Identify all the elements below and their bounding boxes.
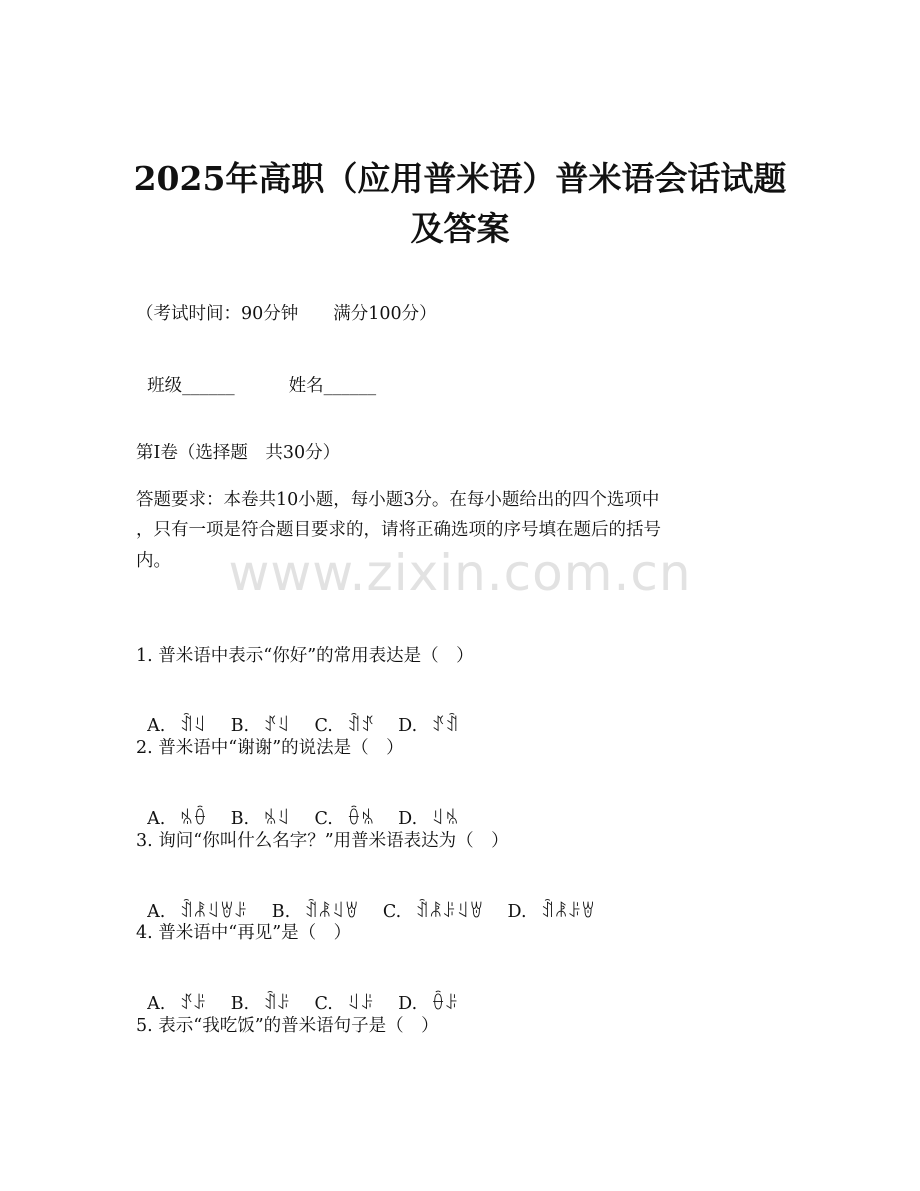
option-text: ꀉꂿꌠꇐ [540,902,596,922]
option-text: ꀋꌠ [179,994,207,1014]
question-options [136,876,619,924]
option-letter: B. [230,809,250,829]
option-letter: A. [147,902,166,922]
instructions-line-1: 答题要求：本卷共10小题，每小题3分。在每小题给出的四个选项中 [136,490,660,510]
option-letter: A. [147,716,166,736]
option-letter: C. [314,809,333,829]
student-info-row [136,350,376,398]
option-letter: C. [314,716,333,736]
option-text: ꁱꆹ [263,809,291,829]
option-text: ꀉꀋ [346,716,375,736]
option-letter: A. [147,994,166,1014]
option-text: ꆹꁱ [431,809,459,829]
instructions-line-3: 内。 [136,551,171,571]
option-letter: B. [230,716,250,736]
option-text: ꁱꂶ [179,809,207,829]
option-letter: D. [398,809,418,829]
document-title-line1: 2025年高职（应用普米语）普米语会话试题 [133,159,787,198]
option-letter: B. [271,902,291,922]
question-options [136,783,482,831]
class-field-label: 班级______ [147,376,235,396]
instructions-line-2: ，只有一项是符合题目要求的，请将正确选项的序号填在题后的括号 [136,520,661,540]
option-text: ꀉꂿꆹꇐꌠ [179,902,248,922]
option-text: ꆹꌠ [346,994,375,1014]
option-letter: B. [230,994,250,1014]
option-text: ꀋꀉ [431,716,459,736]
option-letter: A. [147,809,166,829]
question-stem: 2. 普米语中“谢谢”的说法是（ ） [136,738,404,758]
option-text: ꂶꁱ [346,809,375,829]
option-text: ꂶꌠ [431,994,459,1014]
option-text: ꀉꆹ [179,716,207,736]
question-stem: 3. 询问“你叫什么名字？”用普米语表达为（ ） [136,831,509,851]
document-title-line2: 及答案 [410,209,510,248]
section-title: 第Ⅰ卷（选择题 共30分） [136,443,341,463]
exam-info: （考试时间：90分钟 满分100分） [136,304,437,324]
question-options [136,968,482,1016]
option-text: ꀉꌠ [263,994,291,1014]
name-field-label: 姓名______ [288,376,377,396]
option-letter: C. [382,902,402,922]
option-text: ꀋꆹ [263,716,291,736]
option-letter: D. [398,994,418,1014]
question-options [136,690,482,738]
option-letter: C. [314,994,333,1014]
option-text: ꀉꂿꌠꆹꇐ [415,902,484,922]
option-letter: D. [398,716,418,736]
question-stem: 4. 普米语中“再见”是（ ） [136,923,352,943]
question-stem: 5. 表示“我吃饭”的普米语句子是（ ） [136,1016,439,1036]
watermark: www.zixin.com.cn [228,544,692,602]
option-letter: D. [507,902,527,922]
option-text: ꀉꂿꆹꇐ [304,902,359,922]
question-stem: 1. 普米语中表示“你好”的常用表达是（ ） [136,646,474,666]
